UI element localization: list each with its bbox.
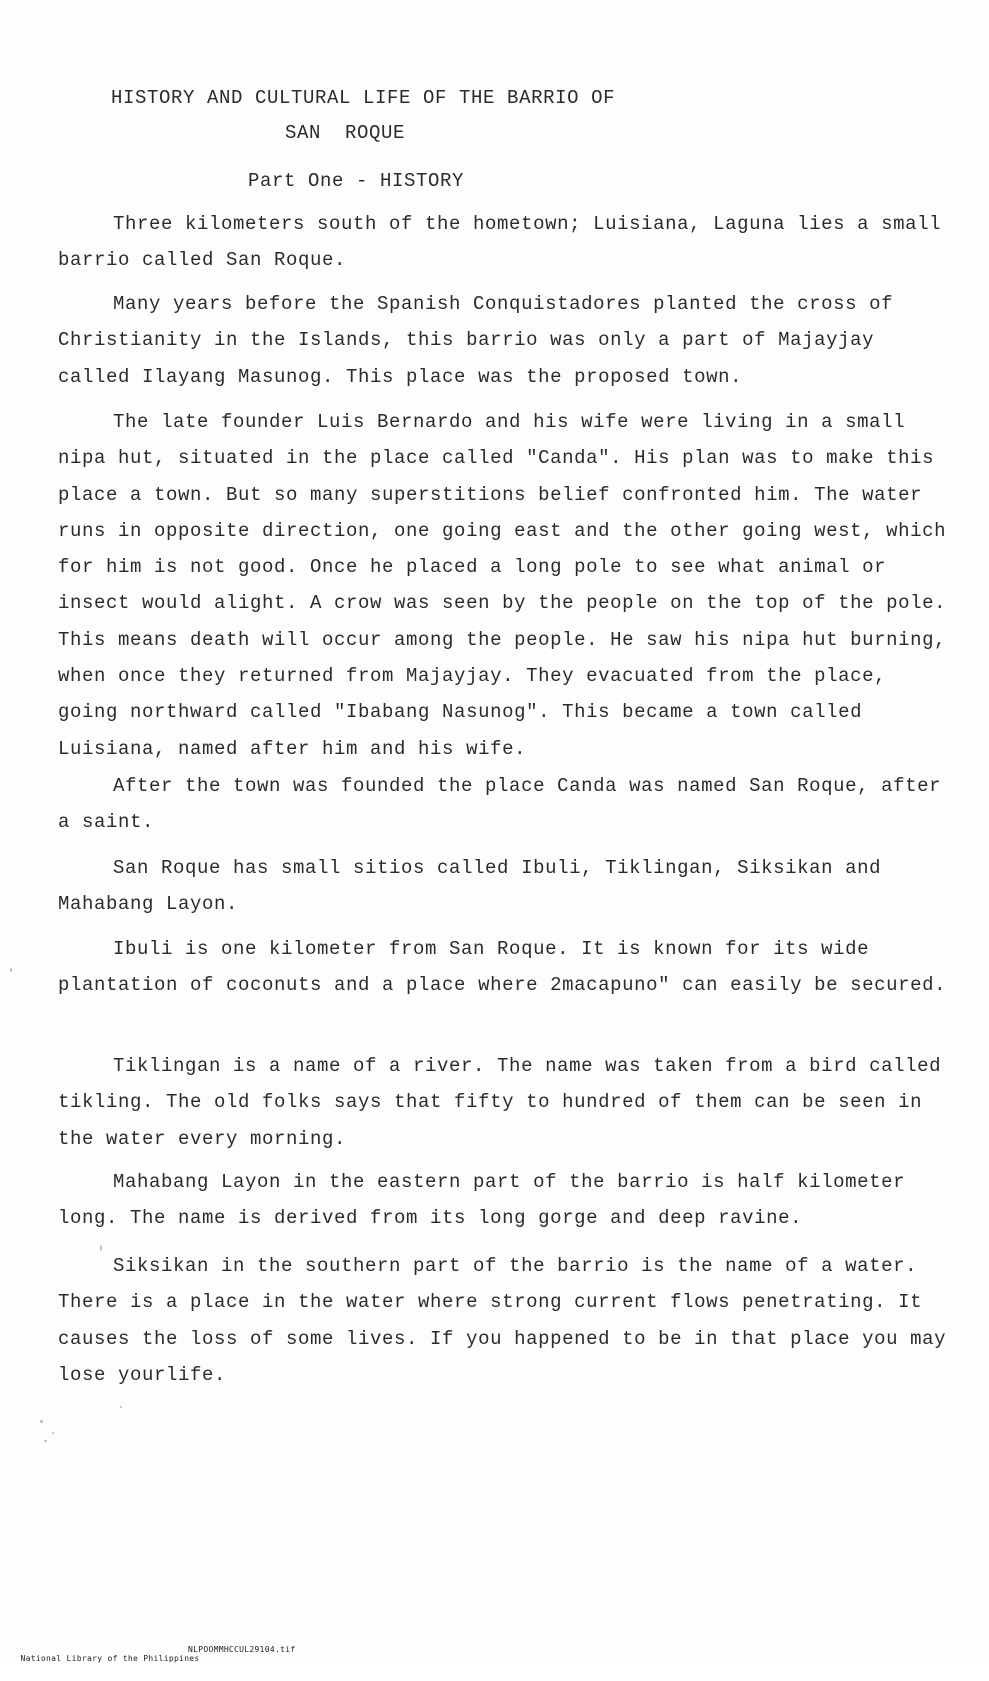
scan-speck	[40, 1420, 43, 1423]
document-title-line-1: HISTORY AND CULTURAL LIFE OF THE BARRIO OF	[111, 87, 616, 109]
paragraph-tiklingan: Tiklingan is a name of a river. The name was taken from a bird called tikling. The old folks says that fifty to hundred of them can be seen in the water every morning.	[58, 1055, 942, 1150]
paragraph-founder: The late founder Luis Bernardo and his wife were living in a small nipa hut, situated in the place called "Canda". His plan was to make this place a town. But so many superstitions belief confronted him. The water runs in opposite direction, one going east and the other going west, which for him is not good. Once he placed a long pole to see what animal or insect would alight. A crow was seen by the people on the top of the pole. This means death will occur among the people. He saw his nipa hut burning, when once they returned from Majayjay. They evacuated from the place, going northward called "Ibabang Nasunog". This became a town called Luisiana, named after him and his wife.	[58, 411, 947, 760]
footer-library-label: National Library of the Philippines	[20, 1654, 200, 1663]
paragraph-intro: Three kilometers south of the hometown; Luisiana, Laguna lies a small barrio called San Roque.	[58, 213, 942, 272]
paragraph-mahabang-layon: Mahabang Layon in the eastern part of the barrio is half kilometer long. The name is derived from its long gorge and deep ravine.	[58, 1171, 906, 1230]
scan-footer	[0, 1645, 296, 1681]
document-title-line-2: SAN ROQUE	[285, 122, 406, 144]
scan-speck	[52, 1432, 54, 1434]
scan-speck	[100, 1245, 102, 1251]
paragraph-naming: After the town was founded the place Canda was named San Roque, after a saint.	[58, 775, 942, 834]
paragraph-sitios: San Roque has small sitios called Ibuli, Tiklingan, Siksikan and Mahabang Layon.	[58, 857, 882, 916]
part-heading: Part One - HISTORY	[248, 170, 465, 192]
paragraph-ibuli: Ibuli is one kilometer from San Roque. It is known for its wide plantation of coconuts and a place where 2macapuno" can easily be secured.	[58, 938, 947, 997]
scan-speck	[120, 1406, 122, 1408]
paragraph-siksikan: Siksikan in the southern part of the barrio is the name of a water. There is a place in the water where strong current flows penetrating. It causes the loss of some lives. If you happened to be in that place you may lose yourlife.	[58, 1255, 947, 1386]
scan-speck	[10, 968, 12, 972]
footer-file-id: NLPOOMMHCCUL29104.tif	[188, 1645, 296, 1654]
paragraph-spanish-era: Many years before the Spanish Conquistadores planted the cross of Christianity in the Islands, this barrio was only a part of Majayjay called Ilayang Masunog. This place was the proposed town.	[58, 293, 894, 388]
scan-speck	[44, 1440, 47, 1442]
